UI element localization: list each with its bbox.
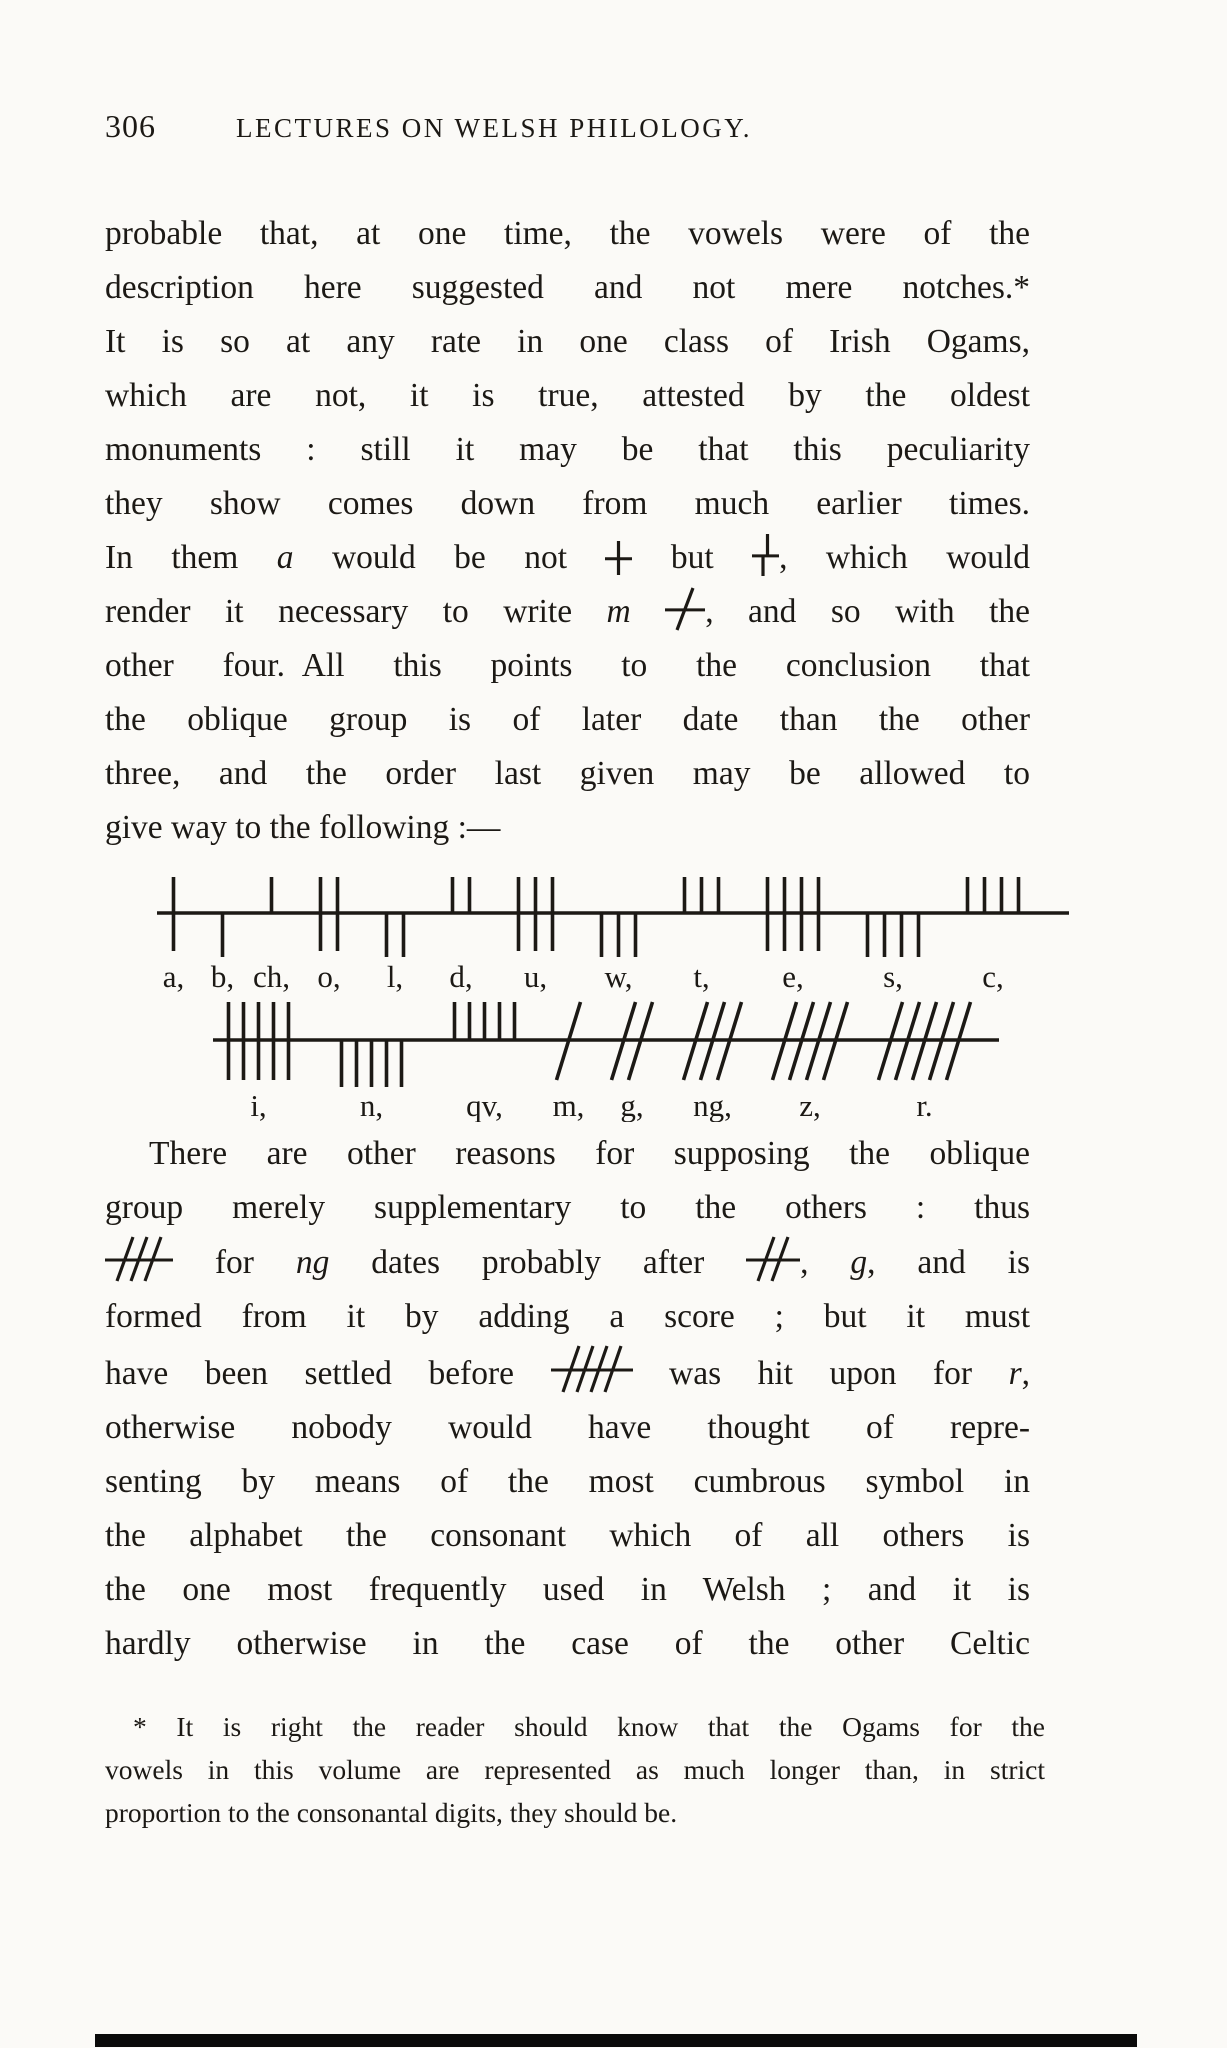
ogam-r-oblique-icon xyxy=(551,1355,633,1392)
page-header xyxy=(105,108,1030,145)
text-line: the alphabet the consonant which of all others is xyxy=(105,1517,1030,1554)
paragraph-1 xyxy=(105,207,1030,855)
footnote xyxy=(105,1705,1045,1834)
text-segment: , xyxy=(800,1244,851,1281)
svg-text:d,: d, xyxy=(449,959,473,993)
text-line: the oblique group is of later date than the other xyxy=(105,701,1030,738)
text-line: formed from it by adding a score ; but it must xyxy=(105,1298,1030,1335)
text-line: senting by means of the most cumbrous symbol in xyxy=(105,1463,1030,1500)
svg-text:r.: r. xyxy=(916,1088,933,1122)
page-number: 306 xyxy=(105,108,156,144)
ogam-vowel-cross-icon xyxy=(605,539,632,576)
ogam-a-offset-icon xyxy=(752,539,779,576)
text-line: they show comes down from much earlier times. xyxy=(105,485,1030,522)
svg-text:o,: o, xyxy=(317,959,341,993)
ogam-ng-oblique-icon xyxy=(105,1244,173,1281)
italic-letter: a xyxy=(276,539,294,576)
svg-text:e,: e, xyxy=(782,959,804,993)
svg-text:b,: b, xyxy=(210,959,235,993)
svg-text:qv,: qv, xyxy=(466,1088,503,1122)
text-segment: render it necessary to write xyxy=(105,593,607,630)
text-line: There are other reasons for supposing the oblique xyxy=(149,1135,1030,1172)
ogam-m-oblique-icon xyxy=(665,593,705,630)
svg-text:i,: i, xyxy=(250,1088,267,1122)
text-line: other four. All this points to the conclusion that xyxy=(105,647,1030,684)
text-line: group merely supplementary to the others : thus xyxy=(105,1189,1030,1226)
text-segment: have been settled before xyxy=(105,1355,551,1392)
text-segment: but xyxy=(632,539,753,576)
svg-text:s,: s, xyxy=(883,959,903,993)
svg-text:m,: m, xyxy=(552,1088,585,1122)
svg-text:g,: g, xyxy=(620,1088,644,1122)
svg-text:z,: z, xyxy=(799,1088,821,1122)
page-content xyxy=(105,108,1045,1834)
text-line: give way to the following :— xyxy=(105,809,501,846)
svg-text:a,: a, xyxy=(162,959,185,993)
text-segment: , and is xyxy=(867,1244,1031,1281)
svg-text:w,: w, xyxy=(604,959,633,993)
scan-edge-bar xyxy=(95,2034,1137,2047)
svg-text:ng,: ng, xyxy=(693,1088,732,1122)
ogam-row-2 xyxy=(213,994,1030,1127)
text-segment: for xyxy=(173,1244,296,1281)
text-line: It is so at any rate in one class of Irish Ogams, xyxy=(105,323,1030,360)
text-line: probable that, at one time, the vowels were of the xyxy=(105,215,1030,252)
svg-text:l,: l, xyxy=(386,959,404,993)
ogam-g-oblique-icon xyxy=(746,1244,800,1281)
text-segment: was hit upon for xyxy=(632,1355,1009,1392)
text-segment: In them xyxy=(105,539,277,576)
text-line: description here suggested and not mere notches.* xyxy=(105,269,1030,306)
text-line: hardly otherwise in the case of the other Celtic xyxy=(105,1625,1030,1662)
text-segment: , xyxy=(1021,1355,1030,1392)
text-line: three, and the order last given may be allowed to xyxy=(105,755,1030,792)
ogam-row-1 xyxy=(157,865,1030,998)
svg-text:c,: c, xyxy=(982,959,1004,993)
italic-letter: m xyxy=(606,593,631,630)
svg-text:t,: t, xyxy=(693,959,710,993)
text-segment: dates probably after xyxy=(329,1244,747,1281)
text-line-with-ogam xyxy=(105,585,1030,639)
svg-text:n,: n, xyxy=(359,1088,384,1122)
text-line-with-ogam xyxy=(105,531,1030,585)
italic-letter: r xyxy=(1008,1355,1022,1392)
paragraph-2 xyxy=(105,1127,1030,1671)
svg-text:ch,: ch, xyxy=(252,959,291,993)
text-segment xyxy=(631,593,665,630)
text-segment: , and so with the xyxy=(705,593,1031,630)
text-line: monuments : still it may be that this peculiarity xyxy=(105,431,1030,468)
text-segment: would be not xyxy=(293,539,606,576)
text-line: otherwise nobody would have thought of repre- xyxy=(105,1409,1030,1446)
text-line: the one most frequently used in Welsh ; and it is xyxy=(105,1571,1030,1608)
footnote-line: proportion to the consonantal digits, they should be. xyxy=(105,1797,678,1828)
text-line-with-ogam xyxy=(105,1235,1030,1290)
ogam-alphabet-diagram xyxy=(105,865,1030,1127)
svg-text:u,: u, xyxy=(523,959,548,993)
italic-letter: ng xyxy=(295,1244,330,1281)
footnote-line: * It is right the reader should know that the Ogams for the xyxy=(133,1711,1045,1742)
italic-letter: g xyxy=(850,1244,868,1281)
footnote-line: vowels in this volume are represented as much longer than, in strict xyxy=(105,1754,1045,1785)
text-line: which are not, it is true, attested by the oldest xyxy=(105,377,1030,414)
text-segment: , which would xyxy=(779,539,1030,576)
text-line-with-ogam xyxy=(105,1344,1030,1401)
page-title: LECTURES ON WELSH PHILOLOGY. xyxy=(236,113,753,143)
